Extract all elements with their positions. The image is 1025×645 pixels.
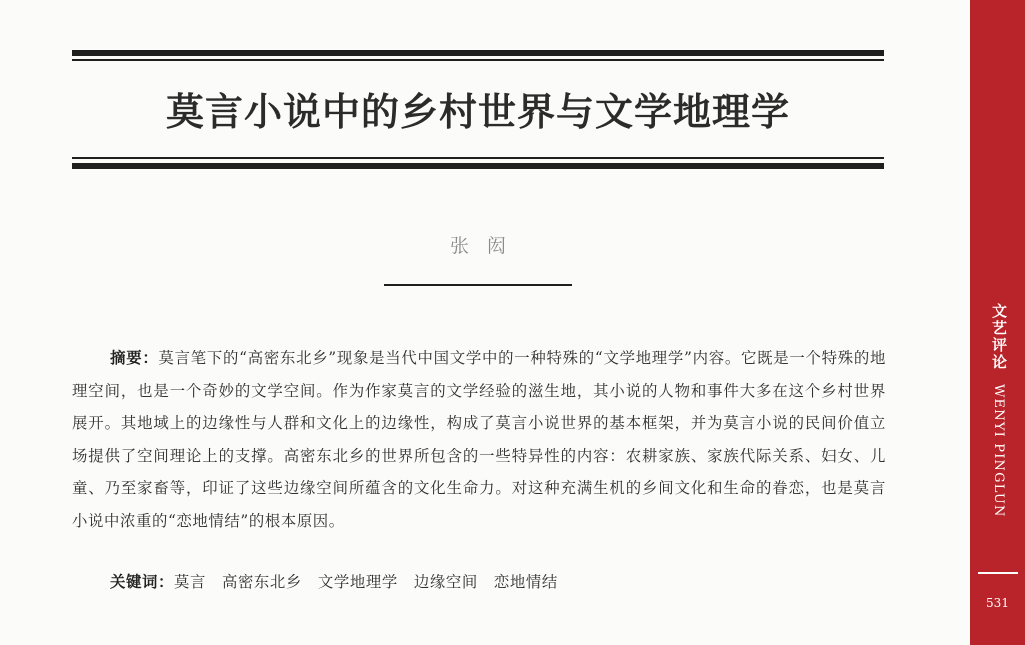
abstract-label: 摘要： [110,349,159,367]
page-number-rule [978,572,1018,574]
keyword-item: 文学地理学 [317,573,398,591]
title-bottom-thin-rule [72,157,884,159]
journal-name-cn: 文艺评论 [990,303,1008,371]
page-number: 531 [986,596,1009,610]
keyword-item: 边缘空间 [413,573,478,591]
keyword-item: 高密东北乡 [221,573,302,591]
author-name: 张闳 [449,235,524,257]
article-title: 莫言小说中的乡村世界与文学地理学 [165,90,790,134]
title-top-thick-rule [72,50,884,56]
journal-name-cn-wrap [987,292,1009,382]
journal-name-en: WENYI PINGLUN [991,384,1006,518]
journal-sidebar [970,0,1025,645]
keyword-item: 莫言 [173,573,206,591]
title-top-thin-rule [72,59,884,61]
abstract-text: 莫言笔下的“高密东北乡”现象是当代中国文学中的一种特殊的“文学地理学”内容。它既是一个特殊的地理空间，也是一个奇妙的文学空间。作为作家莫言的文学经验的滋生地，其小说的人物和事件大多在这个乡村世界展开。其地域上的边缘性与人群和文化上的边缘性，构成了莫言小说世界的基本框架，并为莫言小说的民间价值立场提供了空间理论上的支撑。高密东北乡的世界所包含的一些特异性的内容：农耕家族、家族代际关系、妇女、儿童、乃至家畜等，印证了这些边缘空间所蕴含的文化生命力。对这种充满生机的乡间文化和生命的眷恋，也是莫言小说中浓重的“恋地情结”的根本原因。 [72,349,886,530]
abstract-paragraph [72,342,886,537]
keyword-item: 恋地情结 [493,573,558,591]
author-underline [384,284,572,286]
keywords-label: 关键词： [110,573,174,591]
title-bottom-thick-rule [72,163,884,169]
keywords-line [110,567,886,597]
